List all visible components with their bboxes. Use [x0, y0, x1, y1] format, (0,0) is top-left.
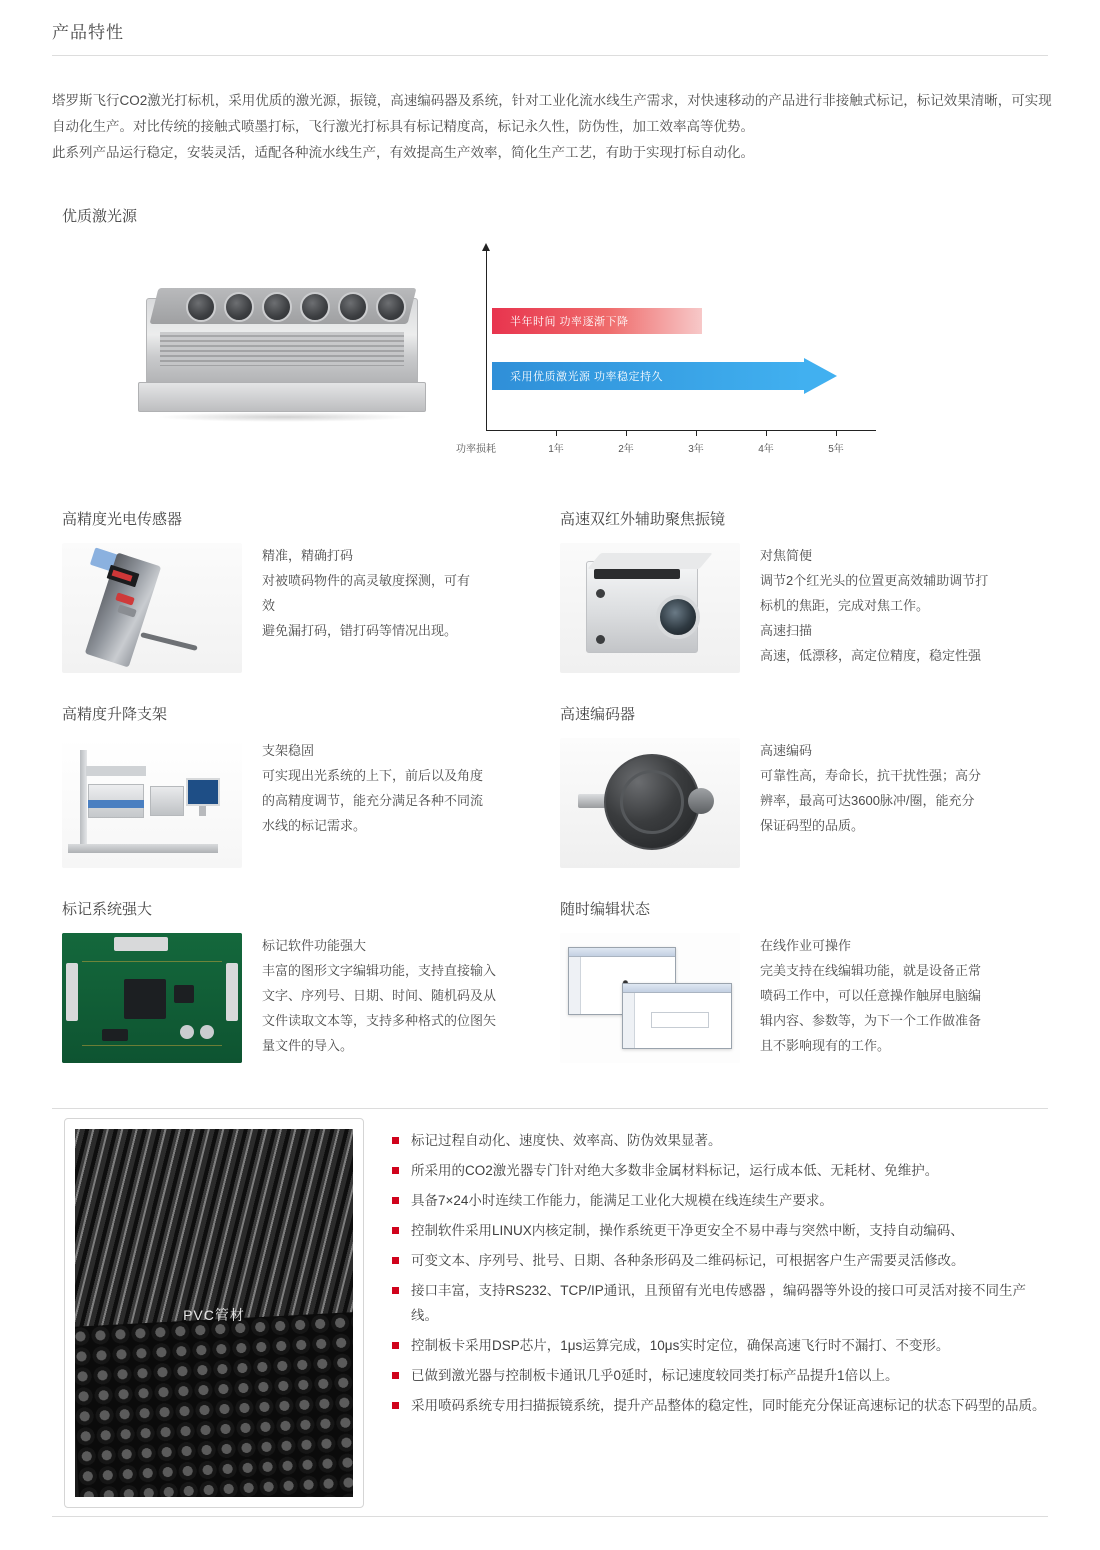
feature-title: 标记系统强大 [62, 901, 153, 918]
feature-title: 随时编辑状态 [560, 901, 651, 918]
encoder-ring [620, 770, 684, 834]
bullet-square-icon [392, 1342, 399, 1349]
feature-line: 文件读取文本等，支持多种格式的位图矢 [262, 1013, 497, 1028]
list-item-text: 具备7×24小时连续工作能力，能满足工业化大规模在线连续生产要求。 [411, 1193, 833, 1208]
galvo-dark-strip [594, 569, 680, 579]
list-item [392, 1128, 1052, 1153]
window-sidebar [569, 957, 581, 1014]
feature-title: 高精度光电传感器 [62, 511, 183, 528]
list-item [392, 1278, 1052, 1328]
chart-bar-decline-label: 半年时间 功率逐渐下降 [510, 316, 629, 328]
feature-line: 对被喷码物件的高灵敏度探测，可有效 [262, 573, 471, 613]
chart-tick [836, 430, 837, 436]
bracket-post [80, 750, 87, 848]
list-item [392, 1188, 1052, 1213]
feature-photoelectric-sensor [62, 508, 482, 673]
chart-y-caption: 功率损耗 [456, 444, 496, 455]
laser-fan-icon [186, 292, 216, 322]
window-sidebar [623, 993, 635, 1048]
software-window-front [622, 983, 732, 1049]
feature-line: 避免漏打码，错打码等情况出现。 [262, 623, 458, 638]
bullet-square-icon [392, 1227, 399, 1234]
feature-line: 丰富的图形文字编辑功能，支持直接输入 [262, 963, 497, 978]
window-titlebar [569, 948, 675, 957]
chart-tick-label: 5年 [828, 444, 844, 455]
intro-paragraph-1: 塔罗斯飞行CO2激光打标机，采用优质的激光源，振镜，高速编码器及系统，针对工业化流水线生产需求，对快速移动的产品进行非接触式标记，标记效果清晰，可实现自动化生产。对比传统的接触式喷墨打标，飞行激光打标具有标记精度高，标记永久性，防伪性，加工效率高等优势。 [52, 93, 1052, 134]
galvo-screw-icon [596, 635, 605, 644]
bullet-square-icon [392, 1372, 399, 1379]
board-connector [66, 963, 78, 1021]
list-item-text: 采用喷码系统专用扫描振镜系统，提升产品整体的稳定性，同时能充分保证高速标记的状态下码型的品质。 [411, 1398, 1046, 1413]
list-item [392, 1363, 1052, 1388]
feature-image-galvo [560, 543, 740, 673]
feature-line: 高速扫描 [760, 623, 813, 638]
feature-text [262, 543, 482, 673]
chart-tick [696, 430, 697, 436]
bullet-square-icon [392, 1197, 399, 1204]
chart-tick-label: 2年 [618, 444, 634, 455]
bullet-square-icon [392, 1287, 399, 1294]
list-item-text: 已做到激光器与控制板卡通讯几乎0延时，标记速度较同类打标产品提升1倍以上。 [411, 1368, 899, 1383]
board-capacitor [180, 1025, 194, 1039]
feature-image-software [560, 933, 740, 1063]
chart-bar-decline [492, 308, 702, 334]
feature-text [760, 543, 988, 673]
list-item-text: 所采用的CO2激光器专门针对绝大多数非金属材料标记，运行成本低、无耗材、免维护。 [411, 1163, 939, 1178]
power-decay-chart [456, 250, 890, 460]
board-chip [102, 1029, 128, 1041]
intro-text [52, 88, 1052, 166]
feature-line: 辨率，最高可达3600脉冲/圈，能充分 [760, 793, 975, 808]
feature-text [262, 933, 496, 1063]
bracket-monitor-stand [199, 806, 206, 816]
feature-line: 辑内容、参数等，为下一个工作做准备 [760, 1013, 982, 1028]
laser-fan-icon [224, 292, 254, 322]
sensor-cable [140, 632, 197, 651]
pvc-image-label: PVC管材 [183, 1307, 245, 1323]
feature-line: 且不影响现有的工作。 [760, 1038, 891, 1053]
list-item [392, 1218, 1052, 1243]
chart-arrow-icon [804, 358, 837, 394]
list-item [392, 1393, 1052, 1418]
feature-line: 支架稳固 [262, 743, 315, 758]
feature-line: 的高精度调节，能充分满足各种不同流 [262, 793, 484, 808]
laser-fan-icon [376, 292, 406, 322]
pvc-image-frame [64, 1118, 364, 1508]
chart-bar-stable-wrap [492, 362, 837, 390]
feature-lift-bracket [62, 703, 492, 868]
list-item-text: 标记过程自动化、速度快、效率高、防伪效果显著。 [411, 1133, 722, 1148]
feature-marking-system [62, 898, 512, 1063]
galvo-top-face [587, 553, 712, 569]
chart-tick-label: 4年 [758, 444, 774, 455]
laser-section-title: 优质激光源 [62, 208, 138, 225]
laser-source-image [138, 270, 428, 430]
chart-bar-stable [492, 362, 804, 390]
feature-line: 保证码型的品质。 [760, 818, 865, 833]
feature-line: 精准，精确打码 [262, 548, 354, 563]
feature-line: 完美支持在线编辑功能，就是设备正常 [760, 963, 982, 978]
laser-grill [160, 332, 404, 366]
chart-x-axis [486, 430, 876, 431]
list-item-text: 接口丰富，支持RS232、TCP/IP通讯，且预留有光电传感器 ，编码器等外设的接口可灵活对接不同生产线。 [411, 1283, 1027, 1323]
bracket-base [68, 844, 218, 853]
feature-line: 高速，低漂移，高定位精度，稳定性强 [760, 648, 982, 663]
bullet-square-icon [392, 1167, 399, 1174]
list-item-text: 可变文本、序列号、批号、日期、各种条形码及二维码标记，可根据客户生产需要灵活修改。 [411, 1253, 965, 1268]
bottom-divider-bottom [52, 1516, 1048, 1517]
feature-title: 高精度升降支架 [62, 706, 168, 723]
laser-base [138, 382, 426, 412]
board-main-chip [124, 979, 166, 1019]
bracket-arm [86, 766, 146, 776]
board-connector [114, 937, 168, 951]
board-capacitor [200, 1025, 214, 1039]
bullet-square-icon [392, 1257, 399, 1264]
list-item [392, 1158, 1052, 1183]
feature-line: 可靠性高，寿命长，抗干扰性强；高分 [760, 768, 982, 783]
feature-image-sensor [62, 543, 242, 673]
galvo-screw-icon [596, 589, 605, 598]
bullet-square-icon [392, 1402, 399, 1409]
canvas-text-box [651, 1012, 709, 1028]
feature-image-bracket [62, 738, 242, 868]
feature-text [262, 738, 483, 868]
chart-tick-label: 3年 [688, 444, 704, 455]
chart-tick [556, 430, 557, 436]
feature-title: 高速双红外辅助聚焦振镜 [560, 511, 726, 528]
feature-online-editing [560, 898, 1030, 1063]
board-chip [174, 985, 194, 1003]
encoder-connector [688, 788, 714, 814]
list-item [392, 1333, 1052, 1358]
chart-tick [766, 430, 767, 436]
window-titlebar [623, 984, 731, 993]
page-title: 产品特性 [52, 23, 124, 42]
laser-fan-icon [262, 292, 292, 322]
chart-bar-stable-label: 采用优质激光源 功率稳定持久 [510, 371, 664, 383]
feature-high-speed-encoder [560, 703, 1030, 868]
intro-paragraph-2: 此系列产品运行稳定，安装灵活，适配各种流水线生产，有效提高生产效率，简化生产工艺，有助于实现打标自动化。 [52, 145, 754, 160]
feature-text [760, 738, 981, 868]
header-divider [52, 55, 1048, 56]
pvc-pipes-image [75, 1129, 353, 1497]
feature-line: 文字、序列号、日期、时间、随机码及从 [262, 988, 497, 1003]
feature-line: 调节2个红光头的位置更高效辅助调节打 [760, 573, 989, 588]
galvo-lens [656, 595, 700, 639]
board-trace [82, 1045, 222, 1046]
bracket-control-box [150, 786, 184, 816]
list-item [392, 1248, 1052, 1273]
bullet-list [392, 1128, 1052, 1423]
feature-image-control-board [62, 933, 242, 1063]
board-trace [82, 961, 222, 962]
feature-line: 水线的标记需求。 [262, 818, 367, 833]
feature-line: 量文件的导入。 [262, 1038, 354, 1053]
laser-fan-icon [338, 292, 368, 322]
list-item-text: 控制软件采用LINUX内核定制，操作系统更干净更安全不易中毒与突然中断，支持自动编码、 [411, 1223, 964, 1238]
feature-image-encoder [560, 738, 740, 868]
bottom-divider-top [52, 1108, 1048, 1109]
bracket-head-accent [88, 800, 144, 808]
feature-line: 可实现出光系统的上下，前后以及角度 [262, 768, 484, 783]
bullet-square-icon [392, 1137, 399, 1144]
feature-galvo-scanner [560, 508, 1040, 673]
chart-tick [626, 430, 627, 436]
board-connector [226, 963, 238, 1021]
feature-line: 在线作业可操作 [760, 938, 852, 953]
feature-line: 高速编码 [760, 743, 813, 758]
feature-line: 标记软件功能强大 [262, 938, 367, 953]
laser-fan-icon [300, 292, 330, 322]
feature-line: 标机的焦距，完成对焦工作。 [760, 598, 930, 613]
page-header [52, 18, 1048, 56]
laser-shadow [156, 412, 412, 422]
bracket-monitor [186, 778, 220, 806]
list-item-text: 控制板卡采用DSP芯片，1μs运算完成，10μs实时定位，确保高速飞行时不漏打、不变形。 [411, 1338, 950, 1353]
feature-text [760, 933, 981, 1063]
pvc-tube-ends [75, 1311, 353, 1497]
feature-line: 对焦简便 [760, 548, 813, 563]
feature-title: 高速编码器 [560, 706, 636, 723]
chart-y-axis [486, 250, 487, 430]
chart-tick-label: 1年 [548, 444, 564, 455]
feature-line: 喷码工作中，可以任意操作触屏电脑编 [760, 988, 982, 1003]
